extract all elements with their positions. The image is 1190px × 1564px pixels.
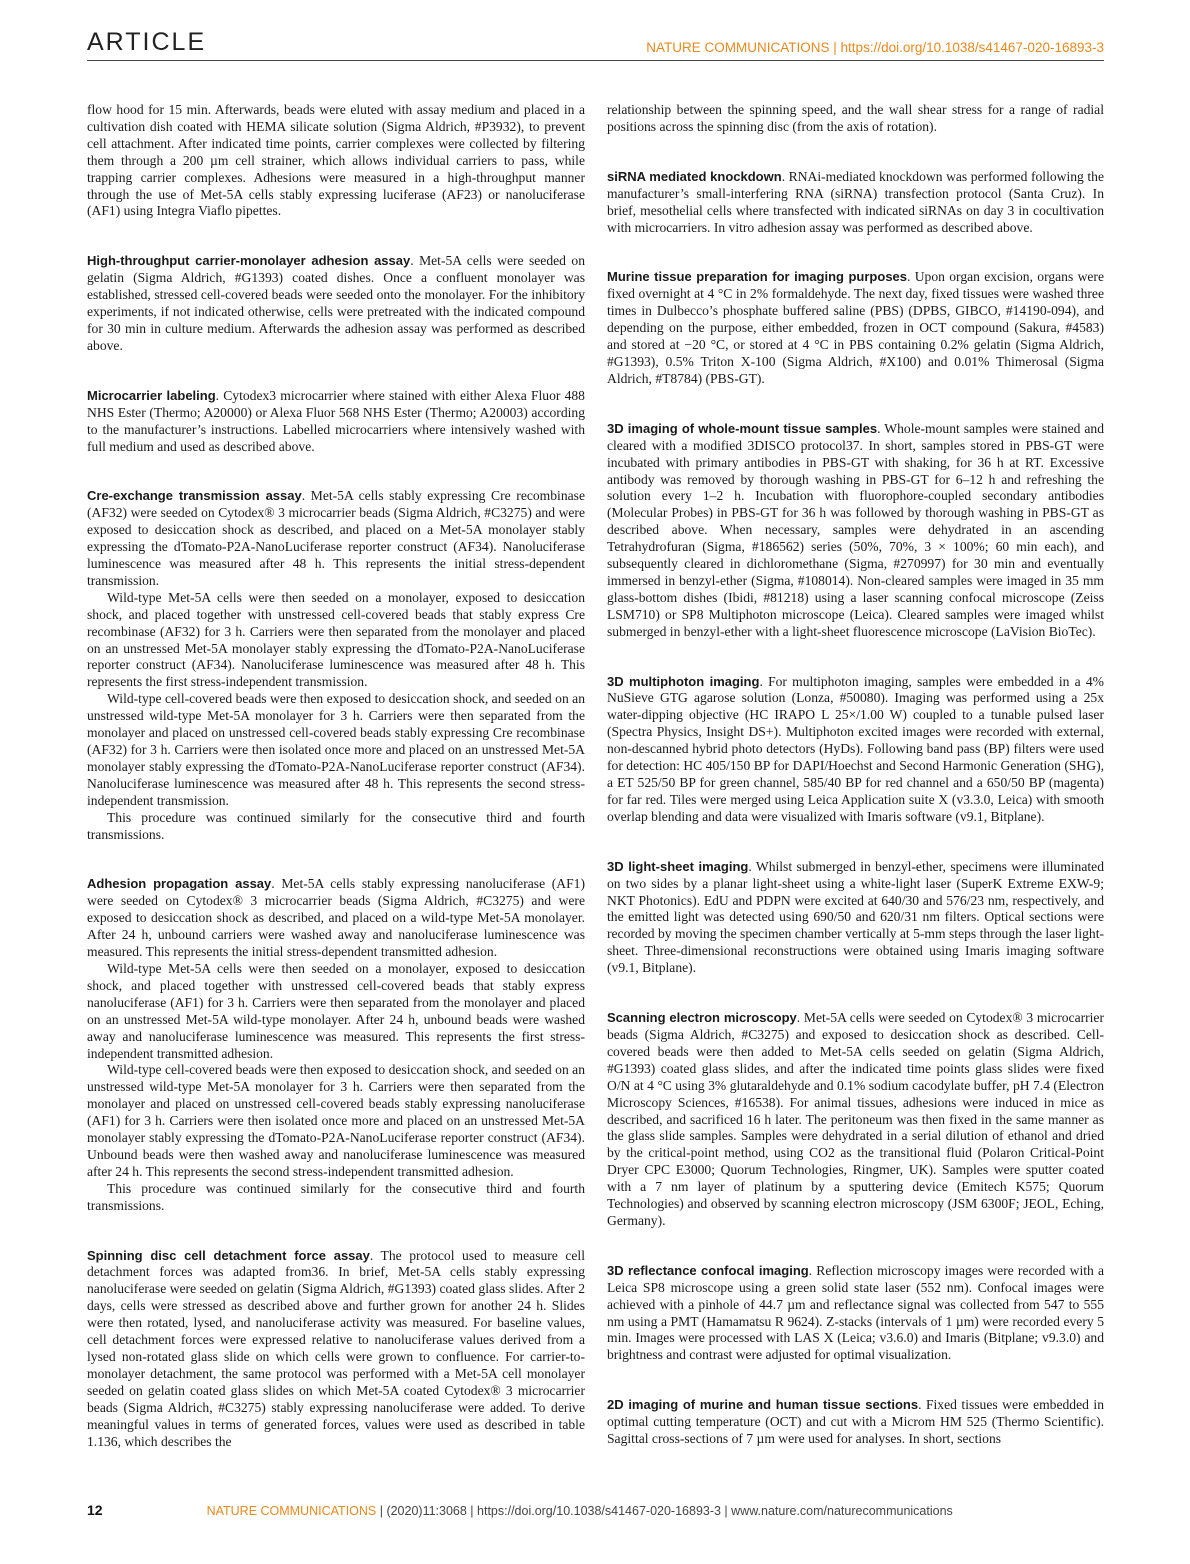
section-heading: High-throughput carrier-monolayer adhesion assay <box>87 253 411 269</box>
paragraph-text: This procedure was continued similarly for the consecutive third and fourth transmissions. <box>87 809 585 842</box>
journal-doi-link[interactable]: NATURE COMMUNICATIONS | https://doi.org/10.1038/s41467-020-16893-3 <box>646 40 1104 55</box>
section-heading: siRNA mediated knockdown <box>607 168 782 184</box>
paragraph <box>87 1181 585 1215</box>
left-column <box>87 102 585 1483</box>
section-heading: Cre-exchange transmission assay <box>87 488 302 504</box>
paragraph-text: Wild-type Met-5A cells were then seeded on a monolayer, exposed to desiccation shock, and placed together with unstressed cell-covered beads that stably express Cre recombinase (AF32) for 3 h. Carriers were then separated from the monolayer and placed on an unstressed Met-5A monolayer stably expressing the dTomato-P2A-NanoLuciferase reporter construct (AF34). Nanoluciferase luminescence was measured after 48 h. This represents the first stress-independent transmission. <box>87 589 585 690</box>
section-heading: 3D reflectance confocal imaging <box>607 1262 809 1278</box>
paragraph-text: This procedure was continued similarly for the consecutive third and fourth transmissions. <box>87 1180 585 1213</box>
paragraph-text: . Met-5A cells stably expressing Cre recombinase (AF32) were seeded on Cytodex® 3 microcarrier beads (Sigma Aldrich, #C3275) and were exposed to desiccation shock as described, and placed on a Met-5A monolayer stably expressing the dTomato-P2A-NanoLuciferase reporter construct (AF34). Nanoluciferase luminescence was measured after 48 h. This represents the initial stress-dependent transmission. <box>87 488 585 588</box>
section-microcarrier-labeling <box>87 388 585 456</box>
paragraph <box>87 876 585 961</box>
paragraph <box>607 674 1104 826</box>
paragraph <box>87 488 585 589</box>
paragraph <box>607 1010 1104 1230</box>
header-divider <box>87 60 1104 61</box>
paragraph <box>607 859 1104 977</box>
paragraph-text: . Reflection microscopy images were recorded with a Leica SP8 microscope using a green solid state laser (552 nm). Confocal images were achieved with a pinhole of 44.7 µm and reflectance signal was collected from 547 to 555 nm using a PMT (Hamamatsu R 9624). Z-stacks (intervals of 1 µm) were recorded every 5 min. Images were processed with LAS X (Leica; v3.6.0) and Imaris (Bitplane; v9.3.0) and brightness and contrast were adjusted for optimal visualization. <box>607 1262 1105 1363</box>
paragraph <box>607 421 1104 641</box>
page-number: 12 <box>87 1502 103 1518</box>
paragraph-text: . Upon organ excision, organs were fixed overnight at 4 °C in 2% formaldehyde. The next day, fixed tissues were washed three times in Dulbecco’s phosphate buffered saline (PBS) (DPBS, GIBCO, #14190-094), and depending on the purpose, either embedded, frozen in OCT compound (Sakura, #4583) and stored at −20 °C, or stored at 4 °C in PBS containing 0.2% gelatin (Sigma Aldrich, #G1393), 0.5% Triton X-100 (Sigma Aldrich, #X100) and 0.01% Thimerosal (Sigma Aldrich, #T8784) (PBS-GT). <box>607 269 1104 386</box>
footer-journal-name: NATURE COMMUNICATIONS <box>206 1504 377 1518</box>
paragraph-text: . RNAi-mediated knockdown was performed following the manufacturer’s small-interfering RNA (siRNA) transfection protocol (Santa Cruz). In brief, mesothelial cells where transfected with indicated siRNAs on day 3 in cocultivation with microcarriers. In vitro adhesion assay was performed as described above. <box>607 168 1105 235</box>
section-high-throughput-carrier-monolayer-adhesion-assay <box>87 253 585 354</box>
section-murine-tissue-preparation-for-imaging-purposes <box>607 269 1104 387</box>
paragraph <box>607 102 1104 136</box>
paragraph-text: Wild-type Met-5A cells were then seeded on a monolayer, exposed to desiccation shock, and placed together with unstressed cell-covered beads that stably express nanoluciferase (AF1) for 3 h. Carriers were then separated from the monolayer and placed on an unstressed Met-5A wild-type monolayer. After 24 h, unbound beads were washed away and nanoluciferase luminescence was measured. This represents the first stress-independent transmitted adhesion. <box>87 960 585 1061</box>
section-heading: 3D light-sheet imaging <box>607 858 749 874</box>
paragraph-text: . For multiphoton imaging, samples were embedded in a 4% NuSieve GTG agarose solution (Lonza, #50080). Imaging was performed using a 25x water-dipping objective (HC IRAPO L 25×/1.00 W) coupled to a tunable pulsed laser (Spectra Physics, Insight DS+). Multiphoton excited images were recorded with external, non-descanned hybrid photo detectors (HyDs). Following band pass (BP) filters were used for detection: HC 405/150 BP for DAPI/Hoechst and Second Harmonic Generation (SHG), a ET 525/50 BP for green channel, 585/40 BP for red channel and a 650/50 BP (magenta) for far red. Tiles were merged using Leica Application suite X (v3.3.0, Leica) with smooth overlap blending and data were visualized with Imaris software (v9.1, Bitplane). <box>607 673 1105 824</box>
section-heading: Murine tissue preparation for imaging purposes <box>607 269 908 285</box>
paragraph <box>87 810 585 844</box>
page-footer <box>87 1502 953 1518</box>
section-cre-exchange-transmission-assay <box>87 488 585 843</box>
section-3d-reflectance-confocal-imaging <box>607 1263 1104 1364</box>
section-heading: 3D multiphoton imaging <box>607 673 760 689</box>
section-sirna-mediated-knockdown <box>607 169 1104 237</box>
paragraph <box>607 1397 1104 1448</box>
section-adhesion-propagation-assay <box>87 876 585 1214</box>
paragraph-text: Wild-type cell-covered beads were then exposed to desiccation shock, and seeded on an unstressed wild-type Met-5A monolayer for 3 h. Carriers were then separated from the monolayer and placed on unstressed cell-covered beads stably expressing nanoluciferase (AF1) for 3 h. Carriers were then isolated once more and placed on an unstressed Met-5A monolayer stably expressing the dTomato-P2A-NanoLuciferase reporter construct (AF34). Unbound beads were then washed away and nanoluciferase luminescence was measured after 24 h. This represents the second stress-independent transmitted adhesion. <box>87 1062 585 1179</box>
paragraph-text: . Met-5A cells were seeded on Cytodex® 3 microcarrier beads (Sigma Aldrich, #C3275) and exposed to desiccation shock as described. Cell-covered beads were then added to Met-5A cells seeded on gelatin (Sigma Aldrich, #G1393) coated glass slides, and after the indicated time points glass slides were fixed O/N at 4 °C using 3% glutaraldehyde and 0.1% sodium cacodylate buffer, pH 7.4 (Electron Microscopy Sciences, #16538). For animal tissues, adhesions were induced in mice as described, and sacrificed 16 h later. The peritoneum was then fixed in the same manner as the glass slide samples. Samples were dehydrated in a serial dilution of ethanol and dried by the critical-point method, using CO2 as the transitional fluid (Polaron Critical-Point Dryer CPC E3000; Quorum Technologies, Ringmer, UK). Samples were sputter coated with a 7 nm layer of platinum by a sputtering device (Emitech K575; Quorum Technologies) and observed by scanning electron microscopy (JSM 6300F; JEOL, Eching, Germany). <box>607 1010 1104 1228</box>
paragraph-text: . The protocol used to measure cell detachment forces was adapted from36. In brief, Met-5A cells stably expressing nanoluciferase were seeded on gelatin (Sigma Aldrich, #G1393) coated glass slides. After 2 days, cells were stressed as described above and further grown for another 24 h. Slides were then rotated, lysed, and nanoluciferase activity was measured. For baseline values, cell detachment forces were expressed relative to nanoluciferase values derived from a lysed non-rotated glass slide on which cells were grown to confluence. For carrier-to-monolayer detachment, the same protocol was performed with a Met-5A cell monolayer seeded on gelatin coated glass slides on which Met-5A coated Cytodex® 3 microcarrier beads (Sigma Aldrich, #C3275) stably expressing nanoluciferase were added. To derive meaningful values in terms of generated forces, values were used as described in table 1.136, which describes the <box>87 1247 585 1449</box>
paragraph-text: . Met-5A cells stably expressing nanoluciferase (AF1) were seeded on Cytodex® 3 microcarrier beads (Sigma Aldrich, #C3275) and were exposed to desiccation shock as described, and placed on a wild-type Met-5A monolayer. After 24 h, unbound carriers were washed away and nanoluciferase luminescence was measured. This represents the initial stress-dependent transmitted adhesion. <box>87 876 586 960</box>
paragraph <box>87 388 585 456</box>
paragraph <box>87 1248 585 1451</box>
section-3d-imaging-of-whole-mount-tissue-samples <box>607 421 1104 641</box>
article-label: ARTICLE <box>87 28 207 56</box>
paragraph-text: relationship between the spinning speed, and the wall shear stress for a range of radial positions across the spinning disc (from the axis of rotation). <box>607 102 1104 134</box>
section-continued <box>87 102 585 220</box>
paragraph-text: . Whilst submerged in benzyl-ether, specimens were illuminated on two sides by a planar light-sheet using a white-light laser (SuperK Extreme EXW-9; NKT Photonics). EdU and PDPN were excited at 640/30 and 576/23 nm, respectively, and the emitted light was detected using 690/50 and 620/31 nm filters. Optical sections were recorded by moving the specimen chamber vertically at 5-mm steps through the laser light-sheet. Three-dimensional reconstructions were obtained using Imaris imaging software (v9.1, Bitplane). <box>607 858 1104 976</box>
section-continued <box>607 102 1104 136</box>
right-column <box>607 102 1104 1481</box>
paragraph <box>87 961 585 1062</box>
section-3d-light-sheet-imaging <box>607 859 1104 977</box>
section-heading: Scanning electron microscopy <box>607 1010 797 1026</box>
section-heading: Spinning disc cell detachment force assay <box>87 1247 370 1263</box>
paragraph <box>87 590 585 691</box>
paragraph <box>607 1263 1104 1364</box>
paragraph-text: . Fixed tissues were embedded in optimal cutting temperature (OCT) and cut with a Microm HM 525 (Thermo Scientific). Sagittal cross-sections of 7 µm were used for analyses. In short, sections <box>607 1397 1104 1447</box>
section-scanning-electron-microscopy <box>607 1010 1104 1230</box>
paragraph-text: flow hood for 15 min. Afterwards, beads were eluted with assay medium and placed in a cultivation dish coated with HEMA silicate solution (Sigma Aldrich, #P3932), to prevent cell attachment. After indicated time points, carrier complexes were collected by filtering them through a 200 µm cell strainer, which allows individual carriers to pass, while trapping carrier complexes. Adhesions were measured in a high-throughput manner through the use of Met-5A cells stably expressing luciferase (AF23) or nanoluciferase (AF1) using Integra Viaflo pipettes. <box>87 102 585 219</box>
paragraph-text: . Met-5A cells were seeded on gelatin (Sigma Aldrich, #G1393) coated dishes. Once a confluent monolayer was established, stressed cell-covered beads were seeded onto the monolayer. For the inhibitory experiments, if not indicated otherwise, cells were pretreated with the indicated compound for 30 min in culture medium. Afterwards the adhesion assay was performed as described above. <box>87 253 585 353</box>
paragraph <box>87 253 585 354</box>
section-3d-multiphoton-imaging <box>607 674 1104 826</box>
section-heading: Microcarrier labeling <box>87 387 216 403</box>
paragraph <box>607 169 1104 237</box>
section-2d-imaging-of-murine-and-human-tissue-sections <box>607 1397 1104 1448</box>
section-heading: Adhesion propagation assay <box>87 876 272 892</box>
paragraph <box>87 102 585 220</box>
section-heading: 3D imaging of whole-mount tissue samples <box>607 420 878 436</box>
section-spinning-disc-cell-detachment-force-assay <box>87 1248 585 1451</box>
paragraph-text: Wild-type cell-covered beads were then exposed to desiccation shock, and seeded on an unstressed wild-type Met-5A monolayer for 3 h. Carriers were then separated from the monolayer and placed on unstressed cell-covered beads stably expressing Cre recombinase (AF32) for 3 h. Carriers were then isolated once more and placed on an unstressed Met-5A monolayer stably expressing the dTomato-P2A-NanoLuciferase reporter construct (AF34). Nanoluciferase luminescence was measured after 48 h. This represents the second stress-independent transmission. <box>87 691 585 808</box>
paragraph <box>87 1062 585 1180</box>
paragraph <box>87 691 585 809</box>
paragraph-text: . Whole-mount samples were stained and cleared with a modified 3DISCO protocol37. In short, samples stored in PBS-GT were incubated with primary antibodies in PBS-GT with shaking, for 36 h at RT. Excessive antibody was removed by thorough washing in PBS-GT for 6–12 h and refreshing the solution every 1–2 h. Incubation with fluorophore-coupled secondary antibodies (Molecular Probes) in PBS-GT for 36 h was followed by thorough washing in PBS-GT as described above. When necessary, samples were dehydrated in an ascending Tetrahydrofuran (Sigma, #186562) series (50%, 70%, 3 × 100%; 60 min each), and subsequently cleared in dichloromethane (Sigma, #270997) for 30 min and eventually immersed in benzyl-ether (Sigma, #108014). Non-cleared samples were imaged in 35 mm glass-bottom dishes (Ibidi, #81218) using a laser scanning confocal microscope (Zeiss LSM710) or SP8 Multiphoton microscope (Leica). Cleared samples were imaged whilst submerged in benzyl-ether with a light-sheet fluorescence microscope (LaVision BioTec). <box>607 420 1104 639</box>
section-heading: 2D imaging of murine and human tissue sections <box>607 1397 919 1413</box>
footer-citation[interactable]: | (2020)11:3068 | https://doi.org/10.1038/s41467-020-16893-3 | www.nature.com/naturecommunications <box>376 1504 953 1518</box>
paragraph <box>607 269 1104 387</box>
paragraph-text: . Cytodex3 microcarrier where stained with either Alexa Fluor 488 NHS Ester (Thermo; A20000) or Alexa Fluor 568 NHS Ester (Thermo; A20003) according to the manufacturer’s instructions. Labelled microcarriers where intensively washed with full medium and used as described above. <box>87 387 585 454</box>
